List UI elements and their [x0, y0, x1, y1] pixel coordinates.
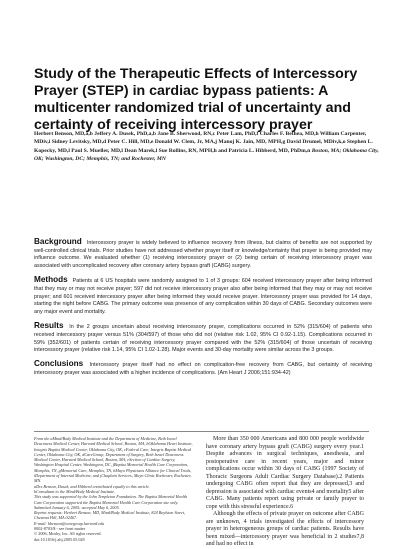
body-paragraph-2: Although the effects of private prayer on outcome after CABG are unknown, 4 trials investigated the effects of intercessory prayer in heterogeneous groups of cardiac patients. Results have been mixed—intercessory prayer was beneficial in 2 studies7,8 and had no effect in [206, 511, 364, 547]
footnote-consultant: bConsultant to the Mind/Body Medical Institute. [34, 488, 116, 494]
abstract-text-background: Intercessory prayer is widely believed to influence recovery from illness, but claims of benefits are not supported by well-controlled clinical trials. Prior studies have not addressed whether prayer itself or knowledge/certainty that prayer is being provided may influence outcome. We evaluated whether (1) receiving intercessory prayer or (2) being certain of receiving intercessory prayer was associated with uncomplicated recovery after coronary artery bypass graft (CABG) surgery. [34, 240, 372, 270]
article-title: Study of the Therapeutic Effects of Intercessory Prayer (STEP) in cardiac bypass patients: A multicenter randomized trial of uncertainty and certainty of receiving intercessory prayer [34, 66, 358, 133]
abstract [34, 238, 372, 383]
abstract-methods [34, 276, 372, 317]
author-list [34, 130, 379, 164]
body-text-column [206, 436, 364, 549]
footnote-copyright: © 2006, Mosby, Inc. All rights reserved. [34, 531, 102, 537]
abstract-text-results: In the 2 groups uncertain about receiving intercessory prayer, complications occurred in 52% (315/604) of patients who received intercessory prayer versus 51% (304/597) of those who did not (relative risk 1.02, 95% CI 0.92-1.15). Complications occurred in 59% (352/601) of patients certain of receiving intercessory prayer compared with the 52% (315/604) of those uncertain of receiving intercessory prayer (relative risk 1.14, 95% CI 1.02-1.28). Major events and 30-day mortality were similar across the 3 groups. [34, 324, 372, 354]
abstract-text-conclusions: Intercessory prayer itself had no effect on complication-free recovery from CABG, but certainty of receiving intercessory prayer was associated with a higher incidence of complications. [34, 362, 372, 377]
footnote-submitted: Submitted January 6, 2005; accepted May 6, 2005. [34, 504, 120, 510]
journal-citation: (Am Heart J 2006;151:934-42) [217, 370, 291, 377]
section-divider [34, 431, 369, 432]
footnote-support: This study was supported by the John Templeton Foundation. The Baptist Memorial Health Care Corporation supported the Baptist Memorial Health Care Corporation site only. [34, 494, 188, 505]
abstract-heading-background: Background [34, 237, 82, 246]
abstract-text-methods: Patients at 6 US hospitals were randomly assigned to 1 of 3 groups: 604 received intercessory prayer after being informed that they may or may not receive prayer; 597 did not receive intercessory prayer also after being informed that they may or may not receive prayer; and 601 received intercessory prayer after being informed they would receive prayer. Intercessory prayer was provided for 14 days, starting the night before CABG. The primary outcome was presence of any complication within 30 days of CABG. Secondary outcomes were any major event and mortality. [34, 278, 373, 316]
abstract-heading-methods: Methods [34, 275, 68, 285]
abstract-heading-results: Results [34, 321, 64, 331]
abstract-heading-conclusions: Conclusions [34, 359, 84, 369]
footnote-doi: doi:10.1016/j.ahj.2005.05.028 [34, 536, 85, 542]
author-affiliations: Boston, MA; Oklahoma City, OK; Washington, DC; Memphis, TN; and Rochester, MN [34, 147, 379, 163]
footnote-affiliations: From the aMind/Body Medical Institute and the Department of Medicine, Beth Israel Deaconess Medical Center, Harvard Medical School, Boston, MA, bOklahoma Heart Institute, Integris Baptist Medical Center, Oklahoma City, OK, cFederal Care, Integris Baptist Medical Center, Oklahoma City, OK, dCareGroup, Department of Surgery, Beth Israel Deaconess Medical Center, Harvard Medical School, Boston, MA, eSection of Cardiac Surgery, Washington Hospital Center, Washington, DC, fBaptist Memorial Health Care Corporation, Memphis, TN, gMemorial Care, Memphis, TN, hMayo Physicians Alliance for Clinical Trials, iDepartment of Internal Medicine, and jChaplain Services, Mayo Clinic Rochester, Rochester, MN. [34, 436, 193, 484]
footnotes [34, 436, 194, 542]
footnote-equal-contribution: aDrs Benson, Dusek, and Hibberd contributed equally to this article. [34, 483, 150, 489]
abstract-results [34, 322, 372, 355]
body-paragraph-1: More than 350 000 Americans and 800 000 people worldwide have coronary artery bypass graft (CABG) surgery every year.1 Despite advances in surgical techniques, anesthesia, and postoperative care in recent years, major and minor complications occur within 30 days of CABG (1997 Society of Thoracic Surgeons Adult Cardiac Surgery Database).2 Patients undergoing CABG often report that they are depressed,3 and depression is associated with cardiac events4 and mortality5 after CABG. Many patients report using private or family prayer to cope with this stressful experience.6 [206, 436, 364, 510]
author-names: Herbert Benson, MD,a,b Jeffery A. Dusek, PhD,a,b Jane B. Sherwood, RN,c Peter Lam, PhD,f Charles F. Bethea, MD,h William Carpenter, MDiv,i Sidney Levitsky, MD,d Peter C. Hill, MD,e Donald W. Clem, Jr, MA,j Manoj K. Jain, MD, MPH,g David Drumel, MDiv,k,o Stephen L. Kopecky, MD,l Paul S. Mueller, MD,l Dean Marek,l Sue Rollins, RN, MPH,h and Patricia L. Hibberd, MD, PhDm,n [34, 131, 373, 154]
footnote-email: E-mail: hbenson@caregroup.harvard.edu [34, 520, 105, 526]
abstract-conclusions [34, 360, 372, 377]
footnote-issn: 0002-8703/$ - see front matter [34, 526, 86, 532]
abstract-background [34, 238, 372, 271]
footnote-reprints: Reprint requests: Herbert Benson, MD, Mind/Body Medical Institute, 824 Boylston Street, Chestnut Hill, MA 02467. [34, 510, 186, 521]
